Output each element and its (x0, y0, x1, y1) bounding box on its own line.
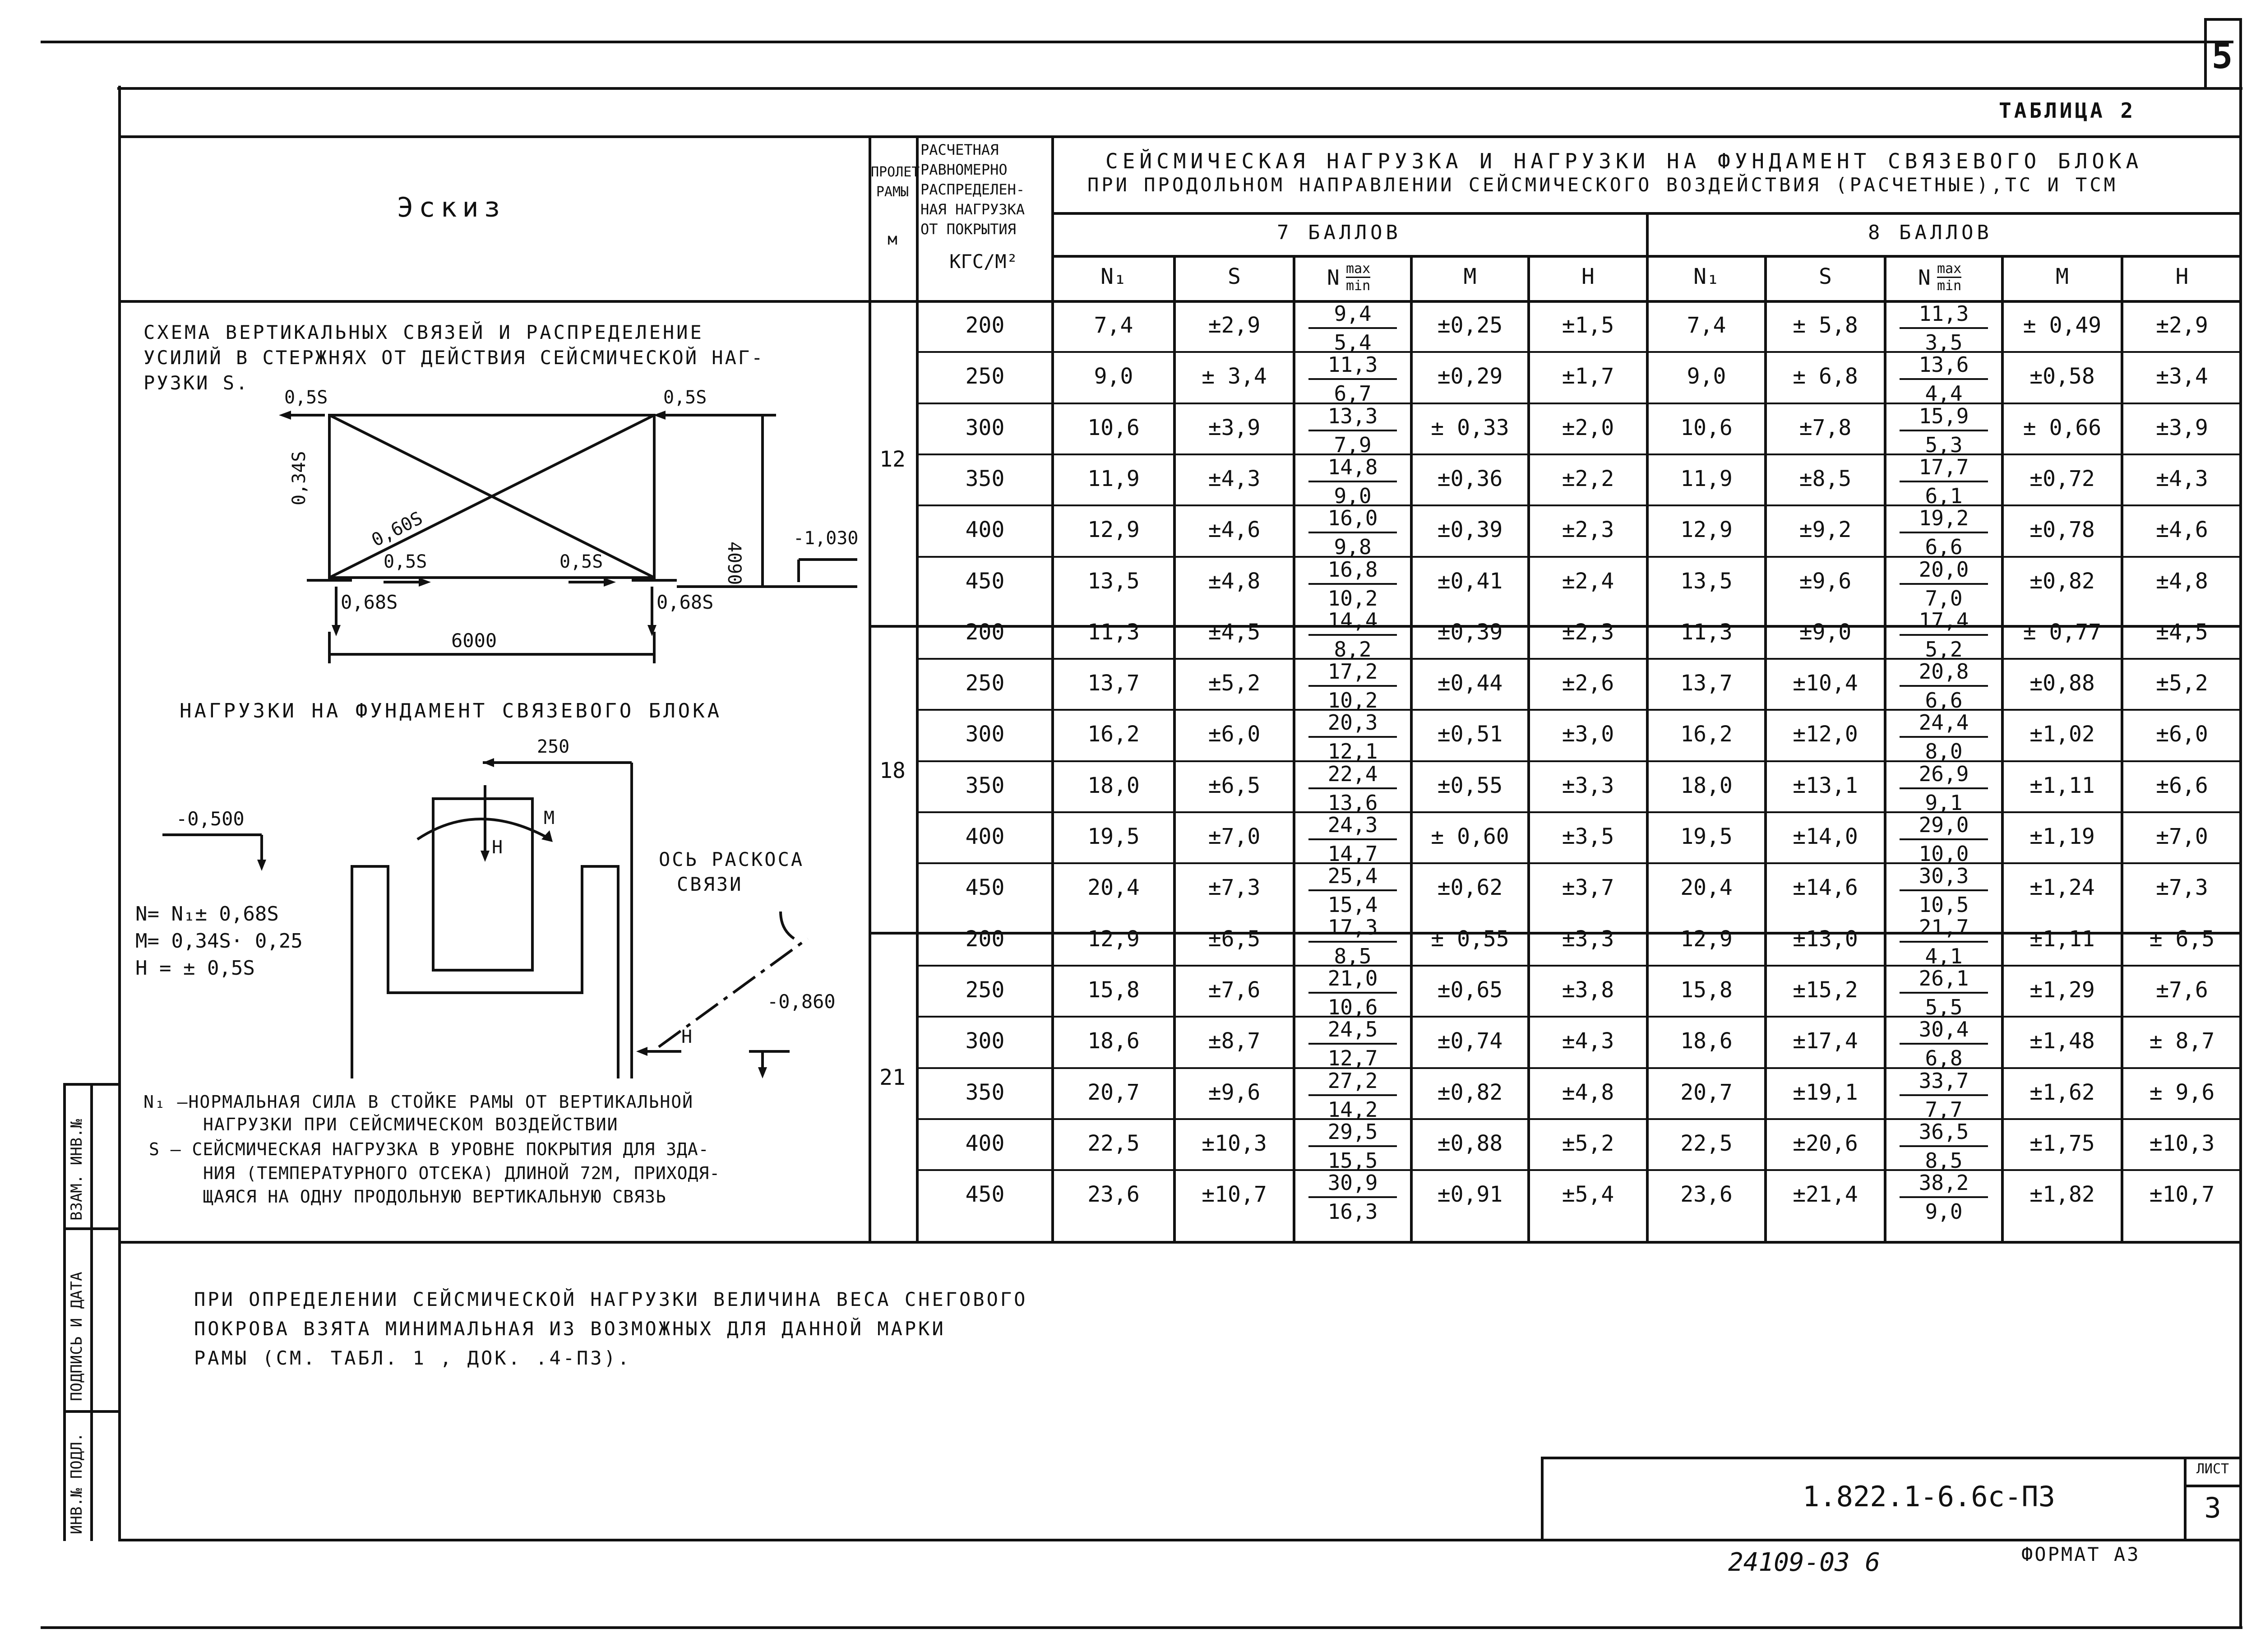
formula-m: M= 0,34S· 0,25 (135, 930, 303, 953)
sketch-title: Эскиз (397, 192, 506, 223)
span-12: 12 (879, 447, 906, 472)
cell-n1b: 19,5 (1680, 824, 1733, 849)
cell-mb: ±0,78 (2029, 517, 2095, 542)
cell-hb: ±4,3 (2156, 466, 2208, 491)
span-21: 21 (879, 1065, 906, 1090)
dim-height: 4090 (724, 541, 744, 585)
cell-n1: 11,3 (1087, 620, 1140, 645)
n-max-min-cell: $\frac{16,8}{10,2}$ (1303, 558, 1402, 610)
cell-sb: ±9,0 (1799, 620, 1852, 645)
cell-q: 400 (965, 824, 1005, 849)
cell-n1: 9,0 (1094, 364, 1133, 389)
n-max-min-cell: $\frac{25,4}{15,4}$ (1303, 864, 1402, 916)
cell-hb: ±10,3 (2149, 1131, 2215, 1156)
footnote-line2: ПОКРОВА ВЗЯТА МИНИМАЛЬНАЯ ИЗ ВОЗМОЖНЫХ ДЛЯ ДАННОЙ МАРКИ (194, 1318, 946, 1340)
cell-n1b: 23,6 (1680, 1182, 1733, 1207)
cell-sb: ±17,4 (1793, 1028, 1858, 1054)
cell-s: ±4,3 (1208, 466, 1261, 491)
side-stamp-original-inv: ИНВ.№ ПОДЛ. (68, 1432, 86, 1534)
level-0860: -0,860 (767, 990, 836, 1013)
cell-n1: 18,6 (1087, 1028, 1140, 1054)
cell-h: ±2,3 (1562, 517, 1614, 542)
col-n1-8: N₁ (1693, 264, 1720, 289)
n-max-min-cell: $\frac{21,7}{4,1}$ (1894, 916, 1993, 968)
cell-s: ±6,0 (1208, 722, 1261, 747)
sheet-value: 3 (2204, 1491, 2221, 1524)
cell-n1b: 12,9 (1680, 517, 1733, 542)
cell-mb: ±0,88 (2029, 671, 2095, 696)
cell-s: ±7,3 (1208, 875, 1261, 900)
n-max-min-cell: $\frac{17,3}{8,5}$ (1303, 916, 1402, 968)
foundation-title: НАГРУЗКИ НА ФУНДАМЕНТ СВЯЗЕВОГО БЛОКА (180, 699, 722, 722)
cell-mb: ±1,75 (2029, 1131, 2095, 1156)
span-header: ПРОЛЕТ РАМЫ (871, 164, 920, 200)
cell-hb: ±6,6 (2156, 773, 2208, 798)
col-s-8: S (1819, 264, 1832, 289)
n-max-min-cell: $\frac{17,4}{5,2}$ (1894, 609, 1993, 661)
col-h-8: H (2175, 264, 2189, 289)
cell-mb: ±1,24 (2029, 875, 2095, 900)
cell-sb: ±21,4 (1793, 1182, 1858, 1207)
force-068s-left: 0,68S (341, 591, 398, 613)
force-034s: 0,34S (289, 451, 310, 505)
force-05s-right: 0,5S (663, 387, 707, 408)
cell-n1: 11,9 (1087, 466, 1140, 491)
n-max-min-cell: $\frac{20,0}{7,0}$ (1894, 558, 1993, 610)
cell-s: ± 3,4 (1202, 364, 1267, 389)
n-max-min-cell: $\frac{30,3}{10,5}$ (1894, 864, 1993, 916)
col-n1-7: N₁ (1100, 264, 1127, 289)
cell-h: ±2,3 (1562, 620, 1614, 645)
scheme-title-1: СХЕМА ВЕРТИКАЛЬНЫХ СВЯЗЕЙ И РАСПРЕДЕЛЕНИЕ (143, 321, 704, 343)
dim-250: 250 (537, 736, 570, 757)
cell-s: ±2,9 (1208, 313, 1261, 338)
cell-sb: ± 6,8 (1793, 364, 1858, 389)
cell-sb: ±12,0 (1793, 722, 1858, 747)
cell-mb: ±1,82 (2029, 1182, 2095, 1207)
n-max-min-cell: $\frac{13,3}{7,9}$ (1303, 404, 1402, 457)
table-title: ТАБЛИЦА 2 (1999, 98, 2136, 123)
level-0500: -0,500 (176, 808, 245, 830)
dim-width: 6000 (451, 629, 497, 652)
cell-sb: ±9,6 (1799, 569, 1852, 594)
cell-s: ±10,3 (1202, 1131, 1267, 1156)
force-05s-bottom-right: 0,5S (559, 551, 603, 572)
cell-hb: ± 8,7 (2149, 1028, 2215, 1054)
cell-h: ±4,8 (1562, 1080, 1614, 1105)
cell-m: ±0,91 (1437, 1182, 1503, 1207)
cell-h: ±1,7 (1562, 364, 1614, 389)
n-max-min-cell: $\frac{20,8}{6,6}$ (1894, 660, 1993, 712)
cell-s: ±7,0 (1208, 824, 1261, 849)
n-max-min-cell: $\frac{21,0}{10,6}$ (1303, 967, 1402, 1019)
force-05s-bottom-left: 0,5S (384, 551, 427, 572)
cell-hb: ±6,0 (2156, 722, 2208, 747)
cell-q: 250 (965, 364, 1005, 389)
cell-mb: ±1,48 (2029, 1028, 2095, 1054)
cell-mb: ±1,11 (2029, 926, 2095, 952)
brace-axis-label-1: ОСЬ РАСКОСА (659, 848, 804, 870)
cell-m: ±0,39 (1437, 620, 1503, 645)
cell-q: 300 (965, 722, 1005, 747)
cell-h: ±5,4 (1562, 1182, 1614, 1207)
cell-h: ±2,2 (1562, 466, 1614, 491)
cell-mb: ± 0,77 (2023, 620, 2102, 645)
cell-mb: ±1,19 (2029, 824, 2095, 849)
force-068s-right: 0,68S (656, 591, 714, 613)
cell-h: ±3,3 (1562, 926, 1614, 952)
cell-s: ±3,9 (1208, 415, 1261, 440)
cell-sb: ±15,2 (1793, 977, 1858, 1003)
cell-q: 450 (965, 569, 1005, 594)
footnote-line1: ПРИ ОПРЕДЕЛЕНИИ СЕЙСМИЧЕСКОЙ НАГРУЗКИ ВЕЛИЧИНА ВЕСА СНЕГОВОГО (194, 1288, 1028, 1310)
cell-sb: ±13,0 (1793, 926, 1858, 952)
cell-mb: ± 0,49 (2023, 313, 2102, 338)
n-max-min-cell: $\frac{29,5}{15,5}$ (1303, 1120, 1402, 1172)
cell-mb: ± 0,66 (2023, 415, 2102, 440)
legend-n1-line1: N₁ —НОРМАЛЬНАЯ СИЛА В СТОЙКЕ РАМЫ ОТ ВЕРТИКАЛЬНОЙ (143, 1092, 694, 1112)
n-max-min-cell: $\frac{19,2}{6,6}$ (1894, 506, 1993, 559)
n-max-min-cell: $\frac{26,1}{5,5}$ (1894, 967, 1993, 1019)
col-m-7: M (1463, 264, 1477, 289)
h-label: H (492, 837, 503, 858)
load-header: РАСЧЕТНАЯ РАВНОМЕРНО РАСПРЕДЕЛЕН- НАЯ НАГРУЗКА ОТ ПОКРЫТИЯ (920, 141, 1025, 238)
n-max-min-cell: $\frac{26,9}{9,1}$ (1894, 762, 1993, 814)
bracing-scheme-drawing (135, 379, 857, 668)
cell-mb: ±0,72 (2029, 466, 2095, 491)
n-max-min-cell: $\frac{15,9}{5,3}$ (1894, 404, 1993, 457)
cell-sb: ±10,4 (1793, 671, 1858, 696)
cell-h: ±3,0 (1562, 722, 1614, 747)
n-max-min-cell: $\frac{20,3}{12,1}$ (1303, 711, 1402, 763)
cell-h: ±4,3 (1562, 1028, 1614, 1054)
cell-n1: 15,8 (1087, 977, 1140, 1003)
cell-q: 350 (965, 1080, 1005, 1105)
cell-mb: ±0,58 (2029, 364, 2095, 389)
cell-n1: 18,0 (1087, 773, 1140, 798)
cell-n1: 22,5 (1087, 1131, 1140, 1156)
cell-n1: 12,9 (1087, 517, 1140, 542)
legend-s-line1: S — СЕЙСМИЧЕСКАЯ НАГРУЗКА В УРОВНЕ ПОКРЫТИЯ ДЛЯ ЗДА- (149, 1139, 709, 1159)
col-n-7: N max min (1327, 261, 1371, 294)
cell-s: ±4,8 (1208, 569, 1261, 594)
cell-q: 200 (965, 620, 1005, 645)
cell-sb: ±13,1 (1793, 773, 1858, 798)
cell-n1b: 7,4 (1687, 313, 1726, 338)
n-max-min-cell: $\frac{29,0}{10,0}$ (1894, 813, 1993, 865)
formula-n: N= N₁± 0,68S (135, 902, 279, 925)
cell-s: ±7,6 (1208, 977, 1261, 1003)
n-max-min-cell: $\frac{16,0}{9,8}$ (1303, 506, 1402, 559)
cell-q: 400 (965, 517, 1005, 542)
cell-n1b: 20,7 (1680, 1080, 1733, 1105)
cell-s: ±8,7 (1208, 1028, 1261, 1054)
cell-q: 450 (965, 875, 1005, 900)
n-max-min-cell: $\frac{22,4}{13,6}$ (1303, 762, 1402, 814)
cell-m: ±0,65 (1437, 977, 1503, 1003)
cell-q: 300 (965, 1028, 1005, 1054)
cell-sb: ±19,1 (1793, 1080, 1858, 1105)
brace-axis-label-2: СВЯЗИ (677, 873, 743, 895)
h-label-brace: H (681, 1027, 693, 1047)
col-s-7: S (1228, 264, 1241, 289)
cell-hb: ±5,2 (2156, 671, 2208, 696)
cell-s: ±5,2 (1208, 671, 1261, 696)
cell-mb: ±1,62 (2029, 1080, 2095, 1105)
cell-n1: 12,9 (1087, 926, 1140, 952)
cell-n1b: 10,6 (1680, 415, 1733, 440)
sheet-number: 5 (2211, 36, 2233, 77)
cell-q: 250 (965, 977, 1005, 1003)
legend-s-line3: ЩАЯСЯ НА ОДНУ ПРОДОЛЬНУЮ ВЕРТИКАЛЬНУЮ СВЯЗЬ (203, 1187, 666, 1207)
cell-n1: 7,4 (1094, 313, 1133, 338)
col-n-8: N max min (1918, 261, 1962, 294)
cell-n1b: 9,0 (1687, 364, 1726, 389)
load-unit: КГС/М² (949, 250, 1018, 273)
cell-n1b: 15,8 (1680, 977, 1733, 1003)
cell-m: ±0,74 (1437, 1028, 1503, 1054)
cell-m: ±0,36 (1437, 466, 1503, 491)
cell-mb: ±1,29 (2029, 977, 2095, 1003)
level-1030: -1,030 (793, 528, 859, 549)
cell-n1b: 22,5 (1680, 1131, 1733, 1156)
cell-n1b: 12,9 (1680, 926, 1733, 952)
n-max-min-cell: $\frac{11,3}{6,7}$ (1303, 353, 1402, 405)
force-060s: 0,60S (368, 508, 426, 551)
force-05s-left: 0,5S (284, 387, 328, 408)
n-max-min-cell: $\frac{30,9}{16,3}$ (1303, 1171, 1402, 1223)
cell-h: ±3,5 (1562, 824, 1614, 849)
cell-sb: ± 5,8 (1793, 313, 1858, 338)
cell-h: ±1,5 (1562, 313, 1614, 338)
cell-sb: ±20,6 (1793, 1131, 1858, 1156)
cell-sb: ±7,8 (1799, 415, 1852, 440)
cell-n1: 23,6 (1087, 1182, 1140, 1207)
cell-sb: ±14,0 (1793, 824, 1858, 849)
cell-n1: 16,2 (1087, 722, 1140, 747)
document-number: 1.822.1-6.6с-П3 (1803, 1480, 2055, 1513)
cell-hb: ±4,5 (2156, 620, 2208, 645)
cell-n1: 20,4 (1087, 875, 1140, 900)
cell-hb: ±4,8 (2156, 569, 2208, 594)
cell-m: ±0,44 (1437, 671, 1503, 696)
cell-s: ±4,5 (1208, 620, 1261, 645)
n-max-min-cell: $\frac{24,3}{14,7}$ (1303, 813, 1402, 865)
cell-m: ±0,82 (1437, 1080, 1503, 1105)
cell-hb: ± 6,5 (2149, 926, 2215, 952)
n-max-min-cell: $\frac{24,4}{8,0}$ (1894, 711, 1993, 763)
table-main-header-1: СЕЙСМИЧЕСКАЯ НАГРУЗКА И НАГРУЗКИ НА ФУНДАМЕНТ СВЯЗЕВОГО БЛОКА (1105, 149, 2143, 173)
cell-h: ±3,7 (1562, 875, 1614, 900)
cell-q: 300 (965, 415, 1005, 440)
n-max-min-cell: $\frac{30,4}{6,8}$ (1894, 1018, 1993, 1070)
group-8-balls: 8 БАЛЛОВ (1868, 221, 1992, 244)
n-max-min-cell: $\frac{33,7}{7,7}$ (1894, 1069, 1993, 1121)
cell-sb: ±14,6 (1793, 875, 1858, 900)
n-max-min-cell: $\frac{14,4}{8,2}$ (1303, 609, 1402, 661)
cell-h: ±5,2 (1562, 1131, 1614, 1156)
cell-m: ± 0,55 (1431, 926, 1509, 952)
scheme-title-2: УСИЛИЙ В СТЕРЖНЯХ ОТ ДЕЙСТВИЯ СЕЙСМИЧЕСКОЙ НАГ- (143, 347, 765, 369)
paper-format: ФОРМАТ А3 (2021, 1543, 2140, 1565)
cell-hb: ±7,3 (2156, 875, 2208, 900)
cell-n1b: 11,9 (1680, 466, 1733, 491)
n-max-min-cell: $\frac{24,5}{12,7}$ (1303, 1018, 1402, 1070)
cell-q: 400 (965, 1131, 1005, 1156)
cell-mb: ±0,82 (2029, 569, 2095, 594)
n-max-min-cell: $\frac{38,2}{9,0}$ (1894, 1171, 1993, 1223)
span-18: 18 (879, 758, 906, 783)
cell-m: ±0,62 (1437, 875, 1503, 900)
cell-n1: 13,7 (1087, 671, 1140, 696)
n-max-min-cell: $\frac{27,2}{14,2}$ (1303, 1069, 1402, 1121)
cell-n1b: 13,7 (1680, 671, 1733, 696)
cell-m: ±0,25 (1437, 313, 1503, 338)
cell-n1b: 18,6 (1680, 1028, 1733, 1054)
cell-mb: ±1,11 (2029, 773, 2095, 798)
cell-s: ±4,6 (1208, 517, 1261, 542)
cell-n1b: 16,2 (1680, 722, 1733, 747)
cell-sb: ±9,2 (1799, 517, 1852, 542)
archive-code: 24109-03 6 (1728, 1548, 1881, 1577)
cell-sb: ±8,5 (1799, 466, 1852, 491)
n-max-min-cell: $\frac{17,2}{10,2}$ (1303, 660, 1402, 712)
cell-m: ± 0,60 (1431, 824, 1509, 849)
cell-q: 450 (965, 1182, 1005, 1207)
moment-label: M (544, 808, 555, 828)
legend-s-line2: НИЯ (ТЕМПЕРАТУРНОГО ОТСЕКА) ДЛИНОЙ 72М, ПРИХОДЯ- (203, 1163, 721, 1183)
cell-s: ±9,6 (1208, 1080, 1261, 1105)
cell-hb: ±7,0 (2156, 824, 2208, 849)
cell-m: ± 0,33 (1431, 415, 1509, 440)
n-max-min-cell: $\frac{17,7}{6,1}$ (1894, 455, 1993, 508)
cell-hb: ±4,6 (2156, 517, 2208, 542)
cell-h: ±3,8 (1562, 977, 1614, 1003)
cell-n1: 13,5 (1087, 569, 1140, 594)
cell-n1: 10,6 (1087, 415, 1140, 440)
side-stamp-replaced-inv: ВЗАМ. ИНВ.№ (68, 1119, 86, 1221)
cell-h: ±3,3 (1562, 773, 1614, 798)
cell-s: ±10,7 (1202, 1182, 1267, 1207)
cell-hb: ± 9,6 (2149, 1080, 2215, 1105)
footnote-line3: РАМЫ (СМ. ТАБЛ. 1 , ДОК. .4-П3). (194, 1347, 632, 1369)
cell-hb: ±7,6 (2156, 977, 2208, 1003)
n-max-min-cell: $\frac{9,4}{5,4}$ (1303, 302, 1402, 354)
cell-q: 250 (965, 671, 1005, 696)
cell-n1b: 18,0 (1680, 773, 1733, 798)
n-max-min-cell: $\frac{36,5}{8,5}$ (1894, 1120, 1993, 1172)
cell-m: ±0,88 (1437, 1131, 1503, 1156)
group-7-balls: 7 БАЛЛОВ (1277, 221, 1401, 244)
cell-q: 350 (965, 466, 1005, 491)
cell-n1b: 20,4 (1680, 875, 1733, 900)
cell-hb: ±10,7 (2149, 1182, 2215, 1207)
cell-m: ±0,39 (1437, 517, 1503, 542)
cell-m: ±0,55 (1437, 773, 1503, 798)
col-m-8: M (2056, 264, 2069, 289)
cell-hb: ±3,9 (2156, 415, 2208, 440)
cell-m: ±0,29 (1437, 364, 1503, 389)
span-unit: м (888, 230, 897, 249)
n-max-min-cell: $\frac{13,6}{4,4}$ (1894, 353, 1993, 405)
cell-n1: 20,7 (1087, 1080, 1140, 1105)
cell-m: ±0,41 (1437, 569, 1503, 594)
scheme-title-3: РУЗКИ S. (143, 372, 250, 394)
cell-h: ±2,0 (1562, 415, 1614, 440)
table-main-header-2: ПРИ ПРОДОЛЬНОМ НАПРАВЛЕНИИ СЕЙСМИЧЕСКОГО ВОЗДЕЙСТВИЯ (РАСЧЕТНЫЕ),ТС И ТСМ (1087, 174, 2118, 196)
legend-n1-line2: НАГРУЗКИ ПРИ СЕЙСМИЧЕСКОМ ВОЗДЕЙСТВИИ (203, 1115, 619, 1134)
cell-s: ±6,5 (1208, 773, 1261, 798)
cell-h: ±2,6 (1562, 671, 1614, 696)
side-stamp-signature-date: ПОДПИСЬ И ДАТА (68, 1272, 86, 1401)
cell-m: ±0,51 (1437, 722, 1503, 747)
cell-h: ±2,4 (1562, 569, 1614, 594)
cell-n1b: 13,5 (1680, 569, 1733, 594)
sheet-label: ЛИСТ (2196, 1461, 2229, 1477)
cell-q: 350 (965, 773, 1005, 798)
formula-h: H = ± 0,5S (135, 957, 255, 980)
cell-q: 200 (965, 926, 1005, 952)
n-max-min-cell: $\frac{11,3}{3,5}$ (1894, 302, 1993, 354)
col-h-7: H (1581, 264, 1595, 289)
cell-n1: 19,5 (1087, 824, 1140, 849)
cell-hb: ±3,4 (2156, 364, 2208, 389)
cell-hb: ±2,9 (2156, 313, 2208, 338)
cell-mb: ±1,02 (2029, 722, 2095, 747)
n-max-min-cell: $\frac{14,8}{9,0}$ (1303, 455, 1402, 508)
cell-s: ±6,5 (1208, 926, 1261, 952)
cell-q: 200 (965, 313, 1005, 338)
cell-n1b: 11,3 (1680, 620, 1733, 645)
